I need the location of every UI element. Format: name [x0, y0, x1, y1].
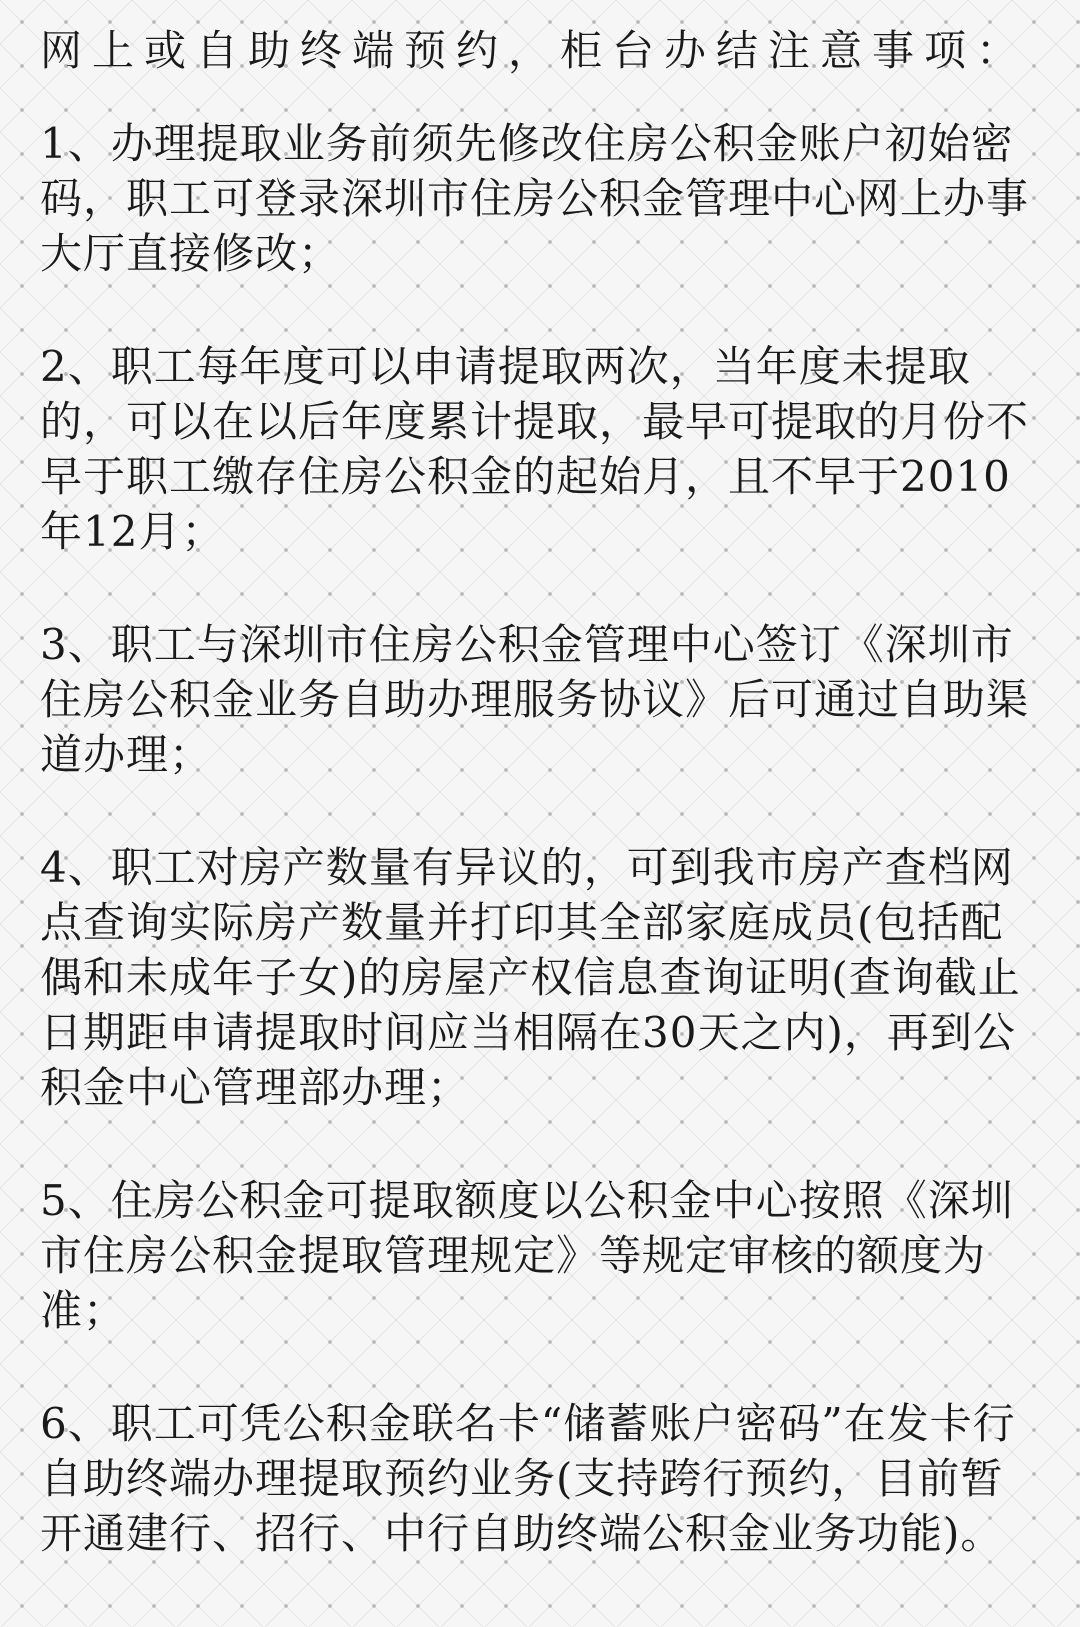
document-heading: 网上或自助终端预约，柜台办结注意事项：	[40, 26, 1029, 75]
notice-item-4: 4、职工对房产数量有异议的，可到我市房产查档网点查询实际房产数量并打印其全部家庭成员(包括配偶和未成年子女)的房屋产权信息查询证明(查询截止日期距申请提取时间应当相隔在30天之内)，再到公积金中心管理部办理；	[40, 843, 1021, 1112]
notice-item-1: 1、办理提取业务前须先修改住房公积金账户初始密码，职工可登录深圳市住房公积金管理中心网上办事大厅直接修改；	[40, 119, 1030, 278]
notice-item-6: 6、职工可凭公积金联名卡“储蓄账户密码”在发卡行自助终端办理提取预约业务(支持跨行预约，目前暂开通建行、招行、中行自助终端公积金业务功能)。	[40, 1399, 1016, 1558]
notice-item-5: 5、住房公积金可提取额度以公积金中心按照《深圳市住房公积金提取管理规定》等规定审核的额度为准；	[40, 1176, 1014, 1335]
notice-item-3: 3、职工与深圳市住房公积金管理中心签订《深圳市住房公积金业务自助办理服务协议》后可通过自助渠道办理；	[40, 620, 1030, 779]
notice-item-2: 2、职工每年度可以申请提取两次，当年度未提取的，可以在以后年度累计提取，最早可提取的月份不早于职工缴存住房公积金的起始月，且不早于2010年12月；	[40, 342, 1030, 556]
notice-list	[40, 116, 1046, 1561]
